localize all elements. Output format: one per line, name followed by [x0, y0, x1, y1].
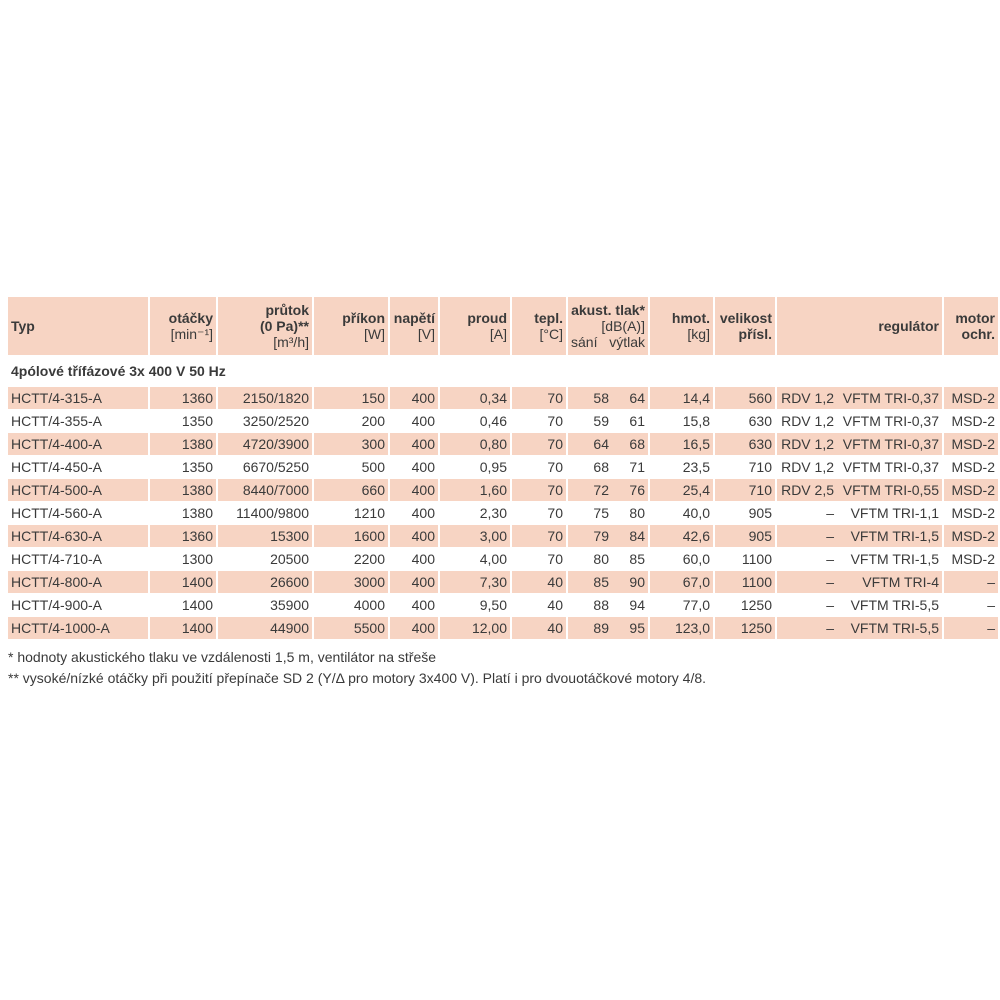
table-row: [8, 524, 998, 547]
fan-spec-table: [6, 297, 1000, 639]
cell-prikon: 5500: [314, 616, 388, 639]
table-body: [8, 355, 998, 639]
unit-hmot: [kg]: [687, 326, 710, 342]
col-header-prutok: průtok (0 Pa)** [m³/h]: [218, 297, 312, 355]
cell-napeti: 400: [390, 616, 438, 639]
cell-hmot: 67,0: [650, 570, 713, 593]
cell-napeti: 400: [390, 570, 438, 593]
cell-prutok: 8440/7000: [218, 478, 312, 501]
table-row: [8, 593, 998, 616]
cell-sani: 64: [593, 436, 609, 452]
cell-proud: 0,95: [440, 455, 510, 478]
cell-vftm: VFTM TRI-4: [862, 574, 939, 590]
cell-rdv: –: [826, 597, 834, 613]
cell-prutok: 3250/2520: [218, 409, 312, 432]
cell-prutok: 15300: [218, 524, 312, 547]
table-row: [8, 386, 998, 409]
cell-typ: HCTT/4-560-A: [8, 501, 148, 524]
table-row: [8, 570, 998, 593]
unit-proud: [A]: [489, 326, 507, 342]
cell-akust: [568, 432, 648, 455]
cell-otacky: 1400: [150, 593, 216, 616]
cell-rdv: RDV 1,2: [781, 390, 834, 406]
cell-akust: [568, 409, 648, 432]
cell-typ: HCTT/4-710-A: [8, 547, 148, 570]
cell-otacky: 1350: [150, 455, 216, 478]
cell-tepl: 70: [512, 455, 566, 478]
cell-akust: [568, 478, 648, 501]
cell-vftm: VFTM TRI-0,55: [842, 482, 939, 498]
cell-typ: HCTT/4-315-A: [8, 386, 148, 409]
cell-regulator: [777, 478, 942, 501]
cell-motor: MSD-2: [944, 501, 998, 524]
unit-prikon: [W]: [364, 326, 385, 342]
cell-velikost: 710: [715, 478, 775, 501]
cell-regulator: [777, 616, 942, 639]
cell-regulator: [777, 547, 942, 570]
cell-prikon: 500: [314, 455, 388, 478]
cell-proud: 0,80: [440, 432, 510, 455]
cell-prutok: 44900: [218, 616, 312, 639]
cell-motor: MSD-2: [944, 524, 998, 547]
cell-prutok: 6670/5250: [218, 455, 312, 478]
cell-rdv: RDV 1,2: [781, 459, 834, 475]
cell-napeti: 400: [390, 547, 438, 570]
cell-motor: –: [944, 593, 998, 616]
cell-hmot: 77,0: [650, 593, 713, 616]
cell-prutok: 4720/3900: [218, 432, 312, 455]
cell-vytlak: 85: [629, 551, 645, 567]
cell-velikost: 1250: [715, 593, 775, 616]
cell-proud: 0,34: [440, 386, 510, 409]
table-row: [8, 409, 998, 432]
footnote-speed: ** vysoké/nízké otáčky při použití přepínače SD 2 (Y/Δ pro motory 3x400 V). Platí i pro dvouotáčkové motory 4/8.: [8, 670, 707, 686]
col-header-akust: akust. tlak* [dB(A)] sání výtlak: [568, 297, 648, 355]
cell-vftm: VFTM TRI-0,37: [842, 390, 939, 406]
cell-velikost: 905: [715, 524, 775, 547]
cell-vftm: VFTM TRI-5,5: [850, 597, 939, 613]
cell-hmot: 123,0: [650, 616, 713, 639]
akust-sani-label: sání: [571, 334, 598, 350]
cell-motor: MSD-2: [944, 478, 998, 501]
cell-otacky: 1350: [150, 409, 216, 432]
cell-regulator: [777, 432, 942, 455]
cell-prikon: 300: [314, 432, 388, 455]
cell-rdv: –: [826, 528, 834, 544]
col-header-velikost: velikost přísl.: [715, 297, 775, 355]
cell-vftm: VFTM TRI-1,1: [850, 505, 939, 521]
cell-regulator: [777, 570, 942, 593]
cell-motor: MSD-2: [944, 547, 998, 570]
cell-napeti: 400: [390, 478, 438, 501]
cell-prikon: 150: [314, 386, 388, 409]
cell-typ: HCTT/4-630-A: [8, 524, 148, 547]
cell-otacky: 1360: [150, 524, 216, 547]
cell-napeti: 400: [390, 386, 438, 409]
cell-hmot: 25,4: [650, 478, 713, 501]
cell-vftm: VFTM TRI-5,5: [850, 620, 939, 636]
cell-motor: MSD-2: [944, 386, 998, 409]
cell-proud: 12,00: [440, 616, 510, 639]
cell-vftm: VFTM TRI-1,5: [850, 551, 939, 567]
cell-akust: [568, 455, 648, 478]
cell-tepl: 70: [512, 501, 566, 524]
cell-akust: [568, 616, 648, 639]
akust-vytlak-label: výtlak: [609, 334, 645, 350]
cell-napeti: 400: [390, 524, 438, 547]
cell-rdv: RDV 1,2: [781, 436, 834, 452]
cell-motor: MSD-2: [944, 432, 998, 455]
cell-motor: MSD-2: [944, 455, 998, 478]
cell-hmot: 14,4: [650, 386, 713, 409]
cell-akust: [568, 501, 648, 524]
cell-rdv: RDV 2,5: [781, 482, 834, 498]
cell-hmot: 42,6: [650, 524, 713, 547]
cell-vytlak: 80: [629, 505, 645, 521]
cell-vytlak: 64: [629, 390, 645, 406]
cell-typ: HCTT/4-900-A: [8, 593, 148, 616]
cell-motor: –: [944, 616, 998, 639]
cell-regulator: [777, 501, 942, 524]
cell-vftm: VFTM TRI-1,5: [850, 528, 939, 544]
cell-tepl: 70: [512, 478, 566, 501]
cell-rdv: RDV 1,2: [781, 413, 834, 429]
cell-vftm: VFTM TRI-0,37: [842, 413, 939, 429]
table-row: [8, 547, 998, 570]
cell-prutok: 35900: [218, 593, 312, 616]
unit-napeti: [V]: [417, 326, 435, 342]
cell-proud: 1,60: [440, 478, 510, 501]
cell-typ: HCTT/4-1000-A: [8, 616, 148, 639]
cell-vytlak: 68: [629, 436, 645, 452]
cell-hmot: 40,0: [650, 501, 713, 524]
cell-rdv: –: [826, 551, 834, 567]
spec-table-container: [8, 297, 995, 689]
cell-napeti: 400: [390, 593, 438, 616]
cell-rdv: –: [826, 505, 834, 521]
footnotes: [8, 647, 992, 689]
col-header-tepl: tepl. [°C]: [512, 297, 566, 355]
cell-napeti: 400: [390, 409, 438, 432]
unit-akust: [dB(A)]: [601, 318, 645, 334]
table-row: [8, 501, 998, 524]
cell-velikost: 630: [715, 432, 775, 455]
cell-tepl: 40: [512, 593, 566, 616]
cell-typ: HCTT/4-400-A: [8, 432, 148, 455]
table-row: [8, 432, 998, 455]
cell-prutok: 26600: [218, 570, 312, 593]
cell-sani: 58: [593, 390, 609, 406]
cell-sani: 79: [593, 528, 609, 544]
table-row: [8, 478, 998, 501]
cell-prikon: 1210: [314, 501, 388, 524]
cell-vytlak: 84: [629, 528, 645, 544]
cell-vftm: VFTM TRI-0,37: [842, 459, 939, 475]
cell-proud: 9,50: [440, 593, 510, 616]
cell-velikost: 1100: [715, 570, 775, 593]
cell-hmot: 60,0: [650, 547, 713, 570]
table-row: [8, 616, 998, 639]
cell-vytlak: 61: [629, 413, 645, 429]
cell-typ: HCTT/4-800-A: [8, 570, 148, 593]
cell-rdv: –: [826, 574, 834, 590]
cell-sani: 59: [593, 413, 609, 429]
footnote-acoustic: * hodnoty akustického tlaku ve vzdálenosti 1,5 m, ventilátor na střeše: [8, 649, 437, 665]
cell-typ: HCTT/4-500-A: [8, 478, 148, 501]
cell-regulator: [777, 455, 942, 478]
cell-proud: 3,00: [440, 524, 510, 547]
cell-proud: 2,30: [440, 501, 510, 524]
cell-prutok: 2150/1820: [218, 386, 312, 409]
col-header-otacky: otáčky [min⁻¹]: [150, 297, 216, 355]
cell-otacky: 1300: [150, 547, 216, 570]
cell-napeti: 400: [390, 432, 438, 455]
akust-subheaders: [571, 334, 645, 350]
col-header-regulator: regulátor: [777, 297, 942, 355]
cell-prikon: 660: [314, 478, 388, 501]
cell-prikon: 1600: [314, 524, 388, 547]
cell-hmot: 15,8: [650, 409, 713, 432]
cell-akust: [568, 386, 648, 409]
cell-hmot: 23,5: [650, 455, 713, 478]
cell-prikon: 3000: [314, 570, 388, 593]
cell-akust: [568, 570, 648, 593]
unit-prutok: [m³/h]: [273, 334, 309, 350]
cell-otacky: 1400: [150, 570, 216, 593]
table-header: [8, 297, 998, 355]
unit-tepl: [°C]: [539, 326, 563, 342]
cell-vftm: VFTM TRI-0,37: [842, 436, 939, 452]
cell-tepl: 70: [512, 432, 566, 455]
cell-velikost: 1250: [715, 616, 775, 639]
cell-typ: HCTT/4-355-A: [8, 409, 148, 432]
cell-velikost: 905: [715, 501, 775, 524]
cell-akust: [568, 547, 648, 570]
section-title: 4pólové třífázové 3x 400 V 50 Hz: [8, 355, 998, 386]
cell-prutok: 11400/9800: [218, 501, 312, 524]
cell-proud: 0,46: [440, 409, 510, 432]
cell-napeti: 400: [390, 501, 438, 524]
cell-prikon: 2200: [314, 547, 388, 570]
cell-motor: MSD-2: [944, 409, 998, 432]
cell-napeti: 400: [390, 455, 438, 478]
cell-otacky: 1400: [150, 616, 216, 639]
cell-proud: 4,00: [440, 547, 510, 570]
cell-prikon: 4000: [314, 593, 388, 616]
cell-otacky: 1360: [150, 386, 216, 409]
cell-sani: 88: [593, 597, 609, 613]
cell-velikost: 560: [715, 386, 775, 409]
cell-prikon: 200: [314, 409, 388, 432]
table-row: [8, 455, 998, 478]
col-header-motor: motor ochr.: [944, 297, 998, 355]
cell-otacky: 1380: [150, 478, 216, 501]
section-row: [8, 355, 998, 386]
cell-velikost: 630: [715, 409, 775, 432]
cell-tepl: 70: [512, 524, 566, 547]
cell-vytlak: 76: [629, 482, 645, 498]
col-header-hmot: hmot. [kg]: [650, 297, 713, 355]
col-header-prikon: příkon [W]: [314, 297, 388, 355]
cell-tepl: 40: [512, 570, 566, 593]
cell-sani: 85: [593, 574, 609, 590]
cell-regulator: [777, 409, 942, 432]
cell-akust: [568, 593, 648, 616]
cell-motor: –: [944, 570, 998, 593]
cell-otacky: 1380: [150, 501, 216, 524]
cell-sani: 75: [593, 505, 609, 521]
cell-sani: 89: [593, 620, 609, 636]
col-header-napeti: napětí [V]: [390, 297, 438, 355]
col-header-typ: Typ: [8, 297, 148, 355]
cell-prutok: 20500: [218, 547, 312, 570]
cell-otacky: 1380: [150, 432, 216, 455]
cell-vytlak: 94: [629, 597, 645, 613]
cell-sani: 68: [593, 459, 609, 475]
cell-regulator: [777, 524, 942, 547]
cell-tepl: 70: [512, 547, 566, 570]
cell-hmot: 16,5: [650, 432, 713, 455]
cell-akust: [568, 524, 648, 547]
cell-tepl: 40: [512, 616, 566, 639]
cell-sani: 80: [593, 551, 609, 567]
cell-regulator: [777, 386, 942, 409]
cell-proud: 7,30: [440, 570, 510, 593]
cell-velikost: 710: [715, 455, 775, 478]
cell-rdv: –: [826, 620, 834, 636]
cell-regulator: [777, 593, 942, 616]
cell-tepl: 70: [512, 386, 566, 409]
cell-tepl: 70: [512, 409, 566, 432]
col-header-proud: proud [A]: [440, 297, 510, 355]
unit-otacky: [min⁻¹]: [170, 326, 213, 342]
cell-sani: 72: [593, 482, 609, 498]
cell-velikost: 1100: [715, 547, 775, 570]
cell-vytlak: 71: [629, 459, 645, 475]
cell-vytlak: 90: [629, 574, 645, 590]
cell-vytlak: 95: [629, 620, 645, 636]
cell-typ: HCTT/4-450-A: [8, 455, 148, 478]
